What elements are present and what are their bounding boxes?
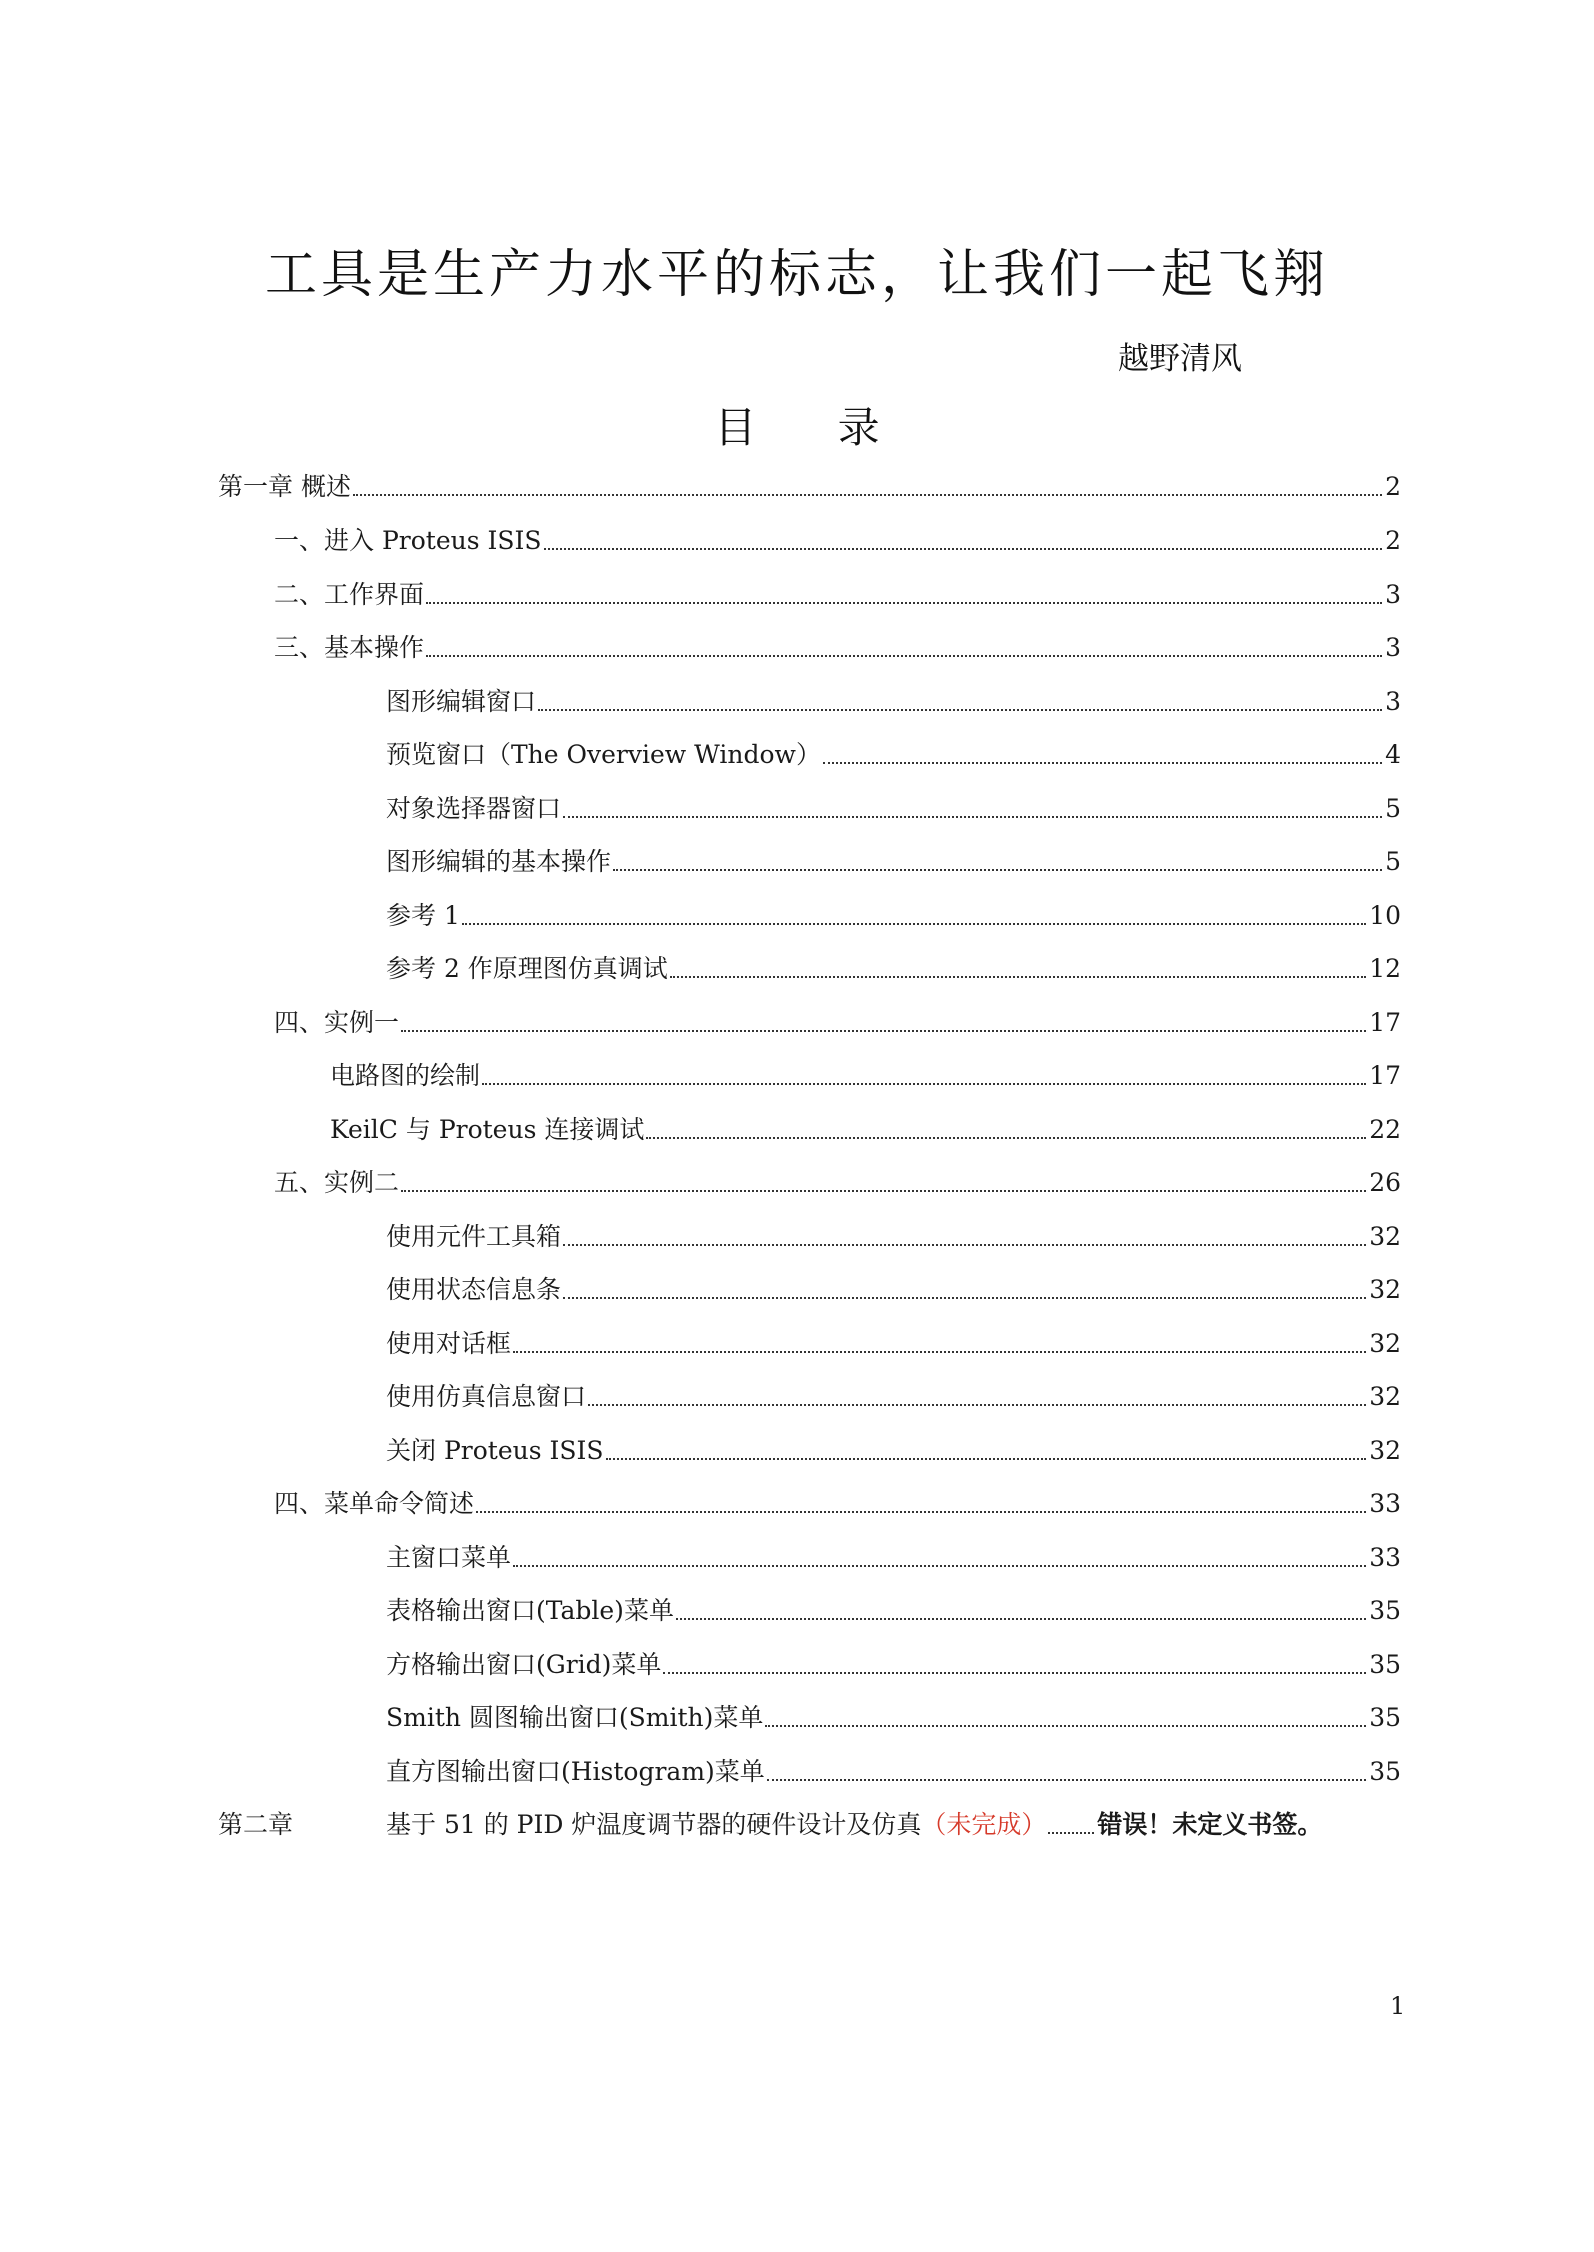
toc-leader-dots (663, 1672, 1366, 1674)
toc-entry-label: 图形编辑的基本操作 (386, 847, 612, 876)
toc-leader-dots (544, 548, 1383, 550)
toc-leader-dots (426, 655, 1382, 657)
toc-entry-label: 基于 51 的 PID 炉温度调节器的硬件设计及仿真 (386, 1810, 922, 1839)
toc-entry-label: 三、基本操作 (274, 633, 425, 662)
toc-leader-dots (482, 1083, 1366, 1085)
toc-entry[interactable] (386, 1270, 1401, 1310)
toc-entry[interactable] (274, 1003, 1401, 1043)
toc-entry[interactable] (386, 1324, 1401, 1364)
toc-entry[interactable] (274, 575, 1401, 615)
toc-entry-label: 参考 2 作原理图仿真调试 (386, 954, 668, 983)
toc-leader-dots (563, 1244, 1366, 1246)
toc-entry-page: 35 (1369, 1650, 1401, 1679)
toc-entry-page: 32 (1369, 1436, 1401, 1465)
toc-entry[interactable] (386, 1538, 1401, 1578)
toc-entry-page: 35 (1369, 1596, 1401, 1625)
toc-entry-page: 2 (1385, 526, 1401, 555)
toc-entry-label: KeilC 与 Proteus 连接调试 (330, 1115, 645, 1144)
toc-entry-page: 17 (1369, 1061, 1401, 1090)
toc-leader-dots (462, 923, 1366, 925)
toc-entry[interactable] (386, 1698, 1401, 1738)
toc-entry[interactable] (274, 1484, 1401, 1524)
toc-entry-page: 3 (1385, 580, 1401, 609)
toc-entry-label: 方格输出窗口(Grid)菜单 (386, 1650, 662, 1679)
author-name: 越野清风 (1118, 341, 1242, 377)
toc-entry-label: 电路图的绘制 (330, 1061, 481, 1090)
toc-entry-label: 二、工作界面 (274, 580, 425, 609)
toc-leader-dots (765, 1725, 1366, 1727)
toc-entry-chapter2[interactable] (218, 1805, 1404, 1845)
toc-entry-label: 使用元件工具箱 (386, 1222, 562, 1251)
toc-leader-dots (476, 1511, 1366, 1513)
toc-entry-label: 参考 1 (386, 901, 460, 930)
toc-entry[interactable] (274, 1163, 1401, 1203)
toc-entry-page: 32 (1369, 1329, 1401, 1358)
toc-entry-page: 3 (1385, 633, 1401, 662)
toc-entry-page: 35 (1369, 1757, 1401, 1786)
toc-entry-label: 直方图输出窗口(Histogram)菜单 (386, 1757, 765, 1786)
page-number: 1 (1390, 1992, 1406, 2020)
toc-entry-label: 主窗口菜单 (386, 1543, 512, 1572)
toc-entry[interactable] (330, 1110, 1401, 1150)
toc-entry[interactable] (386, 1645, 1401, 1685)
toc-entry-label: 关闭 Proteus ISIS (386, 1436, 604, 1465)
toc-entry[interactable] (386, 1217, 1401, 1257)
toc-entry-label: 使用对话框 (386, 1329, 512, 1358)
unfinished-note: （未完成） (921, 1810, 1047, 1839)
toc-entry-label: 四、实例一 (274, 1008, 400, 1037)
toc-entry[interactable] (274, 521, 1401, 561)
toc-entry-label: 一、进入 Proteus ISIS (274, 526, 542, 555)
toc-entry[interactable] (386, 842, 1401, 882)
toc-chapter-label: 第二章 (218, 1810, 294, 1839)
toc-entry-page: 32 (1369, 1382, 1401, 1411)
toc-leader-dots (606, 1458, 1367, 1460)
toc-entry-page: 26 (1369, 1168, 1401, 1197)
toc-leader-dots (563, 816, 1382, 818)
toc-leader-dots (513, 1351, 1366, 1353)
toc-leader-dots (823, 762, 1382, 764)
toc-leader-dots (670, 976, 1366, 978)
toc-entry-page: 4 (1385, 740, 1401, 769)
toc-entry[interactable] (386, 789, 1401, 829)
document-title: 工具是生产力水平的标志，让我们一起飞翔 (264, 245, 1329, 305)
toc-leader-dots (563, 1297, 1366, 1299)
toc-entry[interactable] (218, 467, 1401, 507)
toc-entry-page: 12 (1369, 954, 1401, 983)
toc-leader-dots (401, 1030, 1366, 1032)
toc-leader-dots (353, 494, 1382, 496)
toc-entry-label: 对象选择器窗口 (386, 794, 562, 823)
toc-entry-page: 5 (1385, 794, 1401, 823)
toc-leader-dots (613, 869, 1382, 871)
toc-entry[interactable] (386, 949, 1401, 989)
toc-leader-dots (538, 709, 1382, 711)
toc-entry-label: 四、菜单命令简述 (274, 1489, 475, 1518)
toc-entry-page: 3 (1385, 687, 1401, 716)
toc-entry-page: 33 (1369, 1543, 1401, 1572)
toc-entry-page: 32 (1369, 1275, 1401, 1304)
toc-leader-dots (646, 1137, 1366, 1139)
toc-entry-page: 35 (1369, 1703, 1401, 1732)
toc-entry[interactable] (274, 628, 1401, 668)
toc-entry-page: 22 (1369, 1115, 1401, 1144)
toc-entry-label: Smith 圆图输出窗口(Smith)菜单 (386, 1703, 764, 1732)
toc-entry-page: 17 (1369, 1008, 1401, 1037)
toc-entry-page: 32 (1369, 1222, 1401, 1251)
toc-entry-label: 图形编辑窗口 (386, 687, 537, 716)
toc-entry-label: 表格输出窗口(Table)菜单 (386, 1596, 674, 1625)
toc-entry-label: 使用状态信息条 (386, 1275, 562, 1304)
toc-entry-page: 33 (1369, 1489, 1401, 1518)
toc-entry-label: 第一章 概述 (218, 472, 351, 501)
toc-entry[interactable] (386, 896, 1401, 936)
toc-entry-page: 10 (1369, 901, 1401, 930)
toc-entry[interactable] (386, 1431, 1401, 1471)
toc-leader-dots (513, 1565, 1366, 1567)
toc-leader-dots (767, 1779, 1366, 1781)
toc-entry[interactable] (386, 1752, 1401, 1792)
toc-entry-label: 使用仿真信息窗口 (386, 1382, 587, 1411)
toc-leader-dots (588, 1404, 1366, 1406)
toc-leader-dots (676, 1618, 1366, 1620)
toc-leader-dots (426, 602, 1382, 604)
toc-leader-dots (1048, 1832, 1094, 1834)
toc-leader-dots (401, 1190, 1366, 1192)
toc-entry[interactable] (330, 1056, 1401, 1096)
toc-entry-label: 预览窗口（The Overview Window） (386, 740, 821, 769)
toc-entry-page: 5 (1385, 847, 1401, 876)
toc-entry[interactable] (386, 1377, 1401, 1417)
bookmark-error: 错误！未定义书签。 (1097, 1810, 1323, 1839)
toc-entry-page: 2 (1385, 472, 1401, 501)
toc-heading: 目 录 (714, 403, 914, 452)
toc-entry-label: 五、实例二 (274, 1168, 400, 1197)
toc-entry[interactable] (386, 735, 1401, 775)
toc-entry[interactable] (386, 682, 1401, 722)
toc-entry[interactable] (386, 1591, 1401, 1631)
